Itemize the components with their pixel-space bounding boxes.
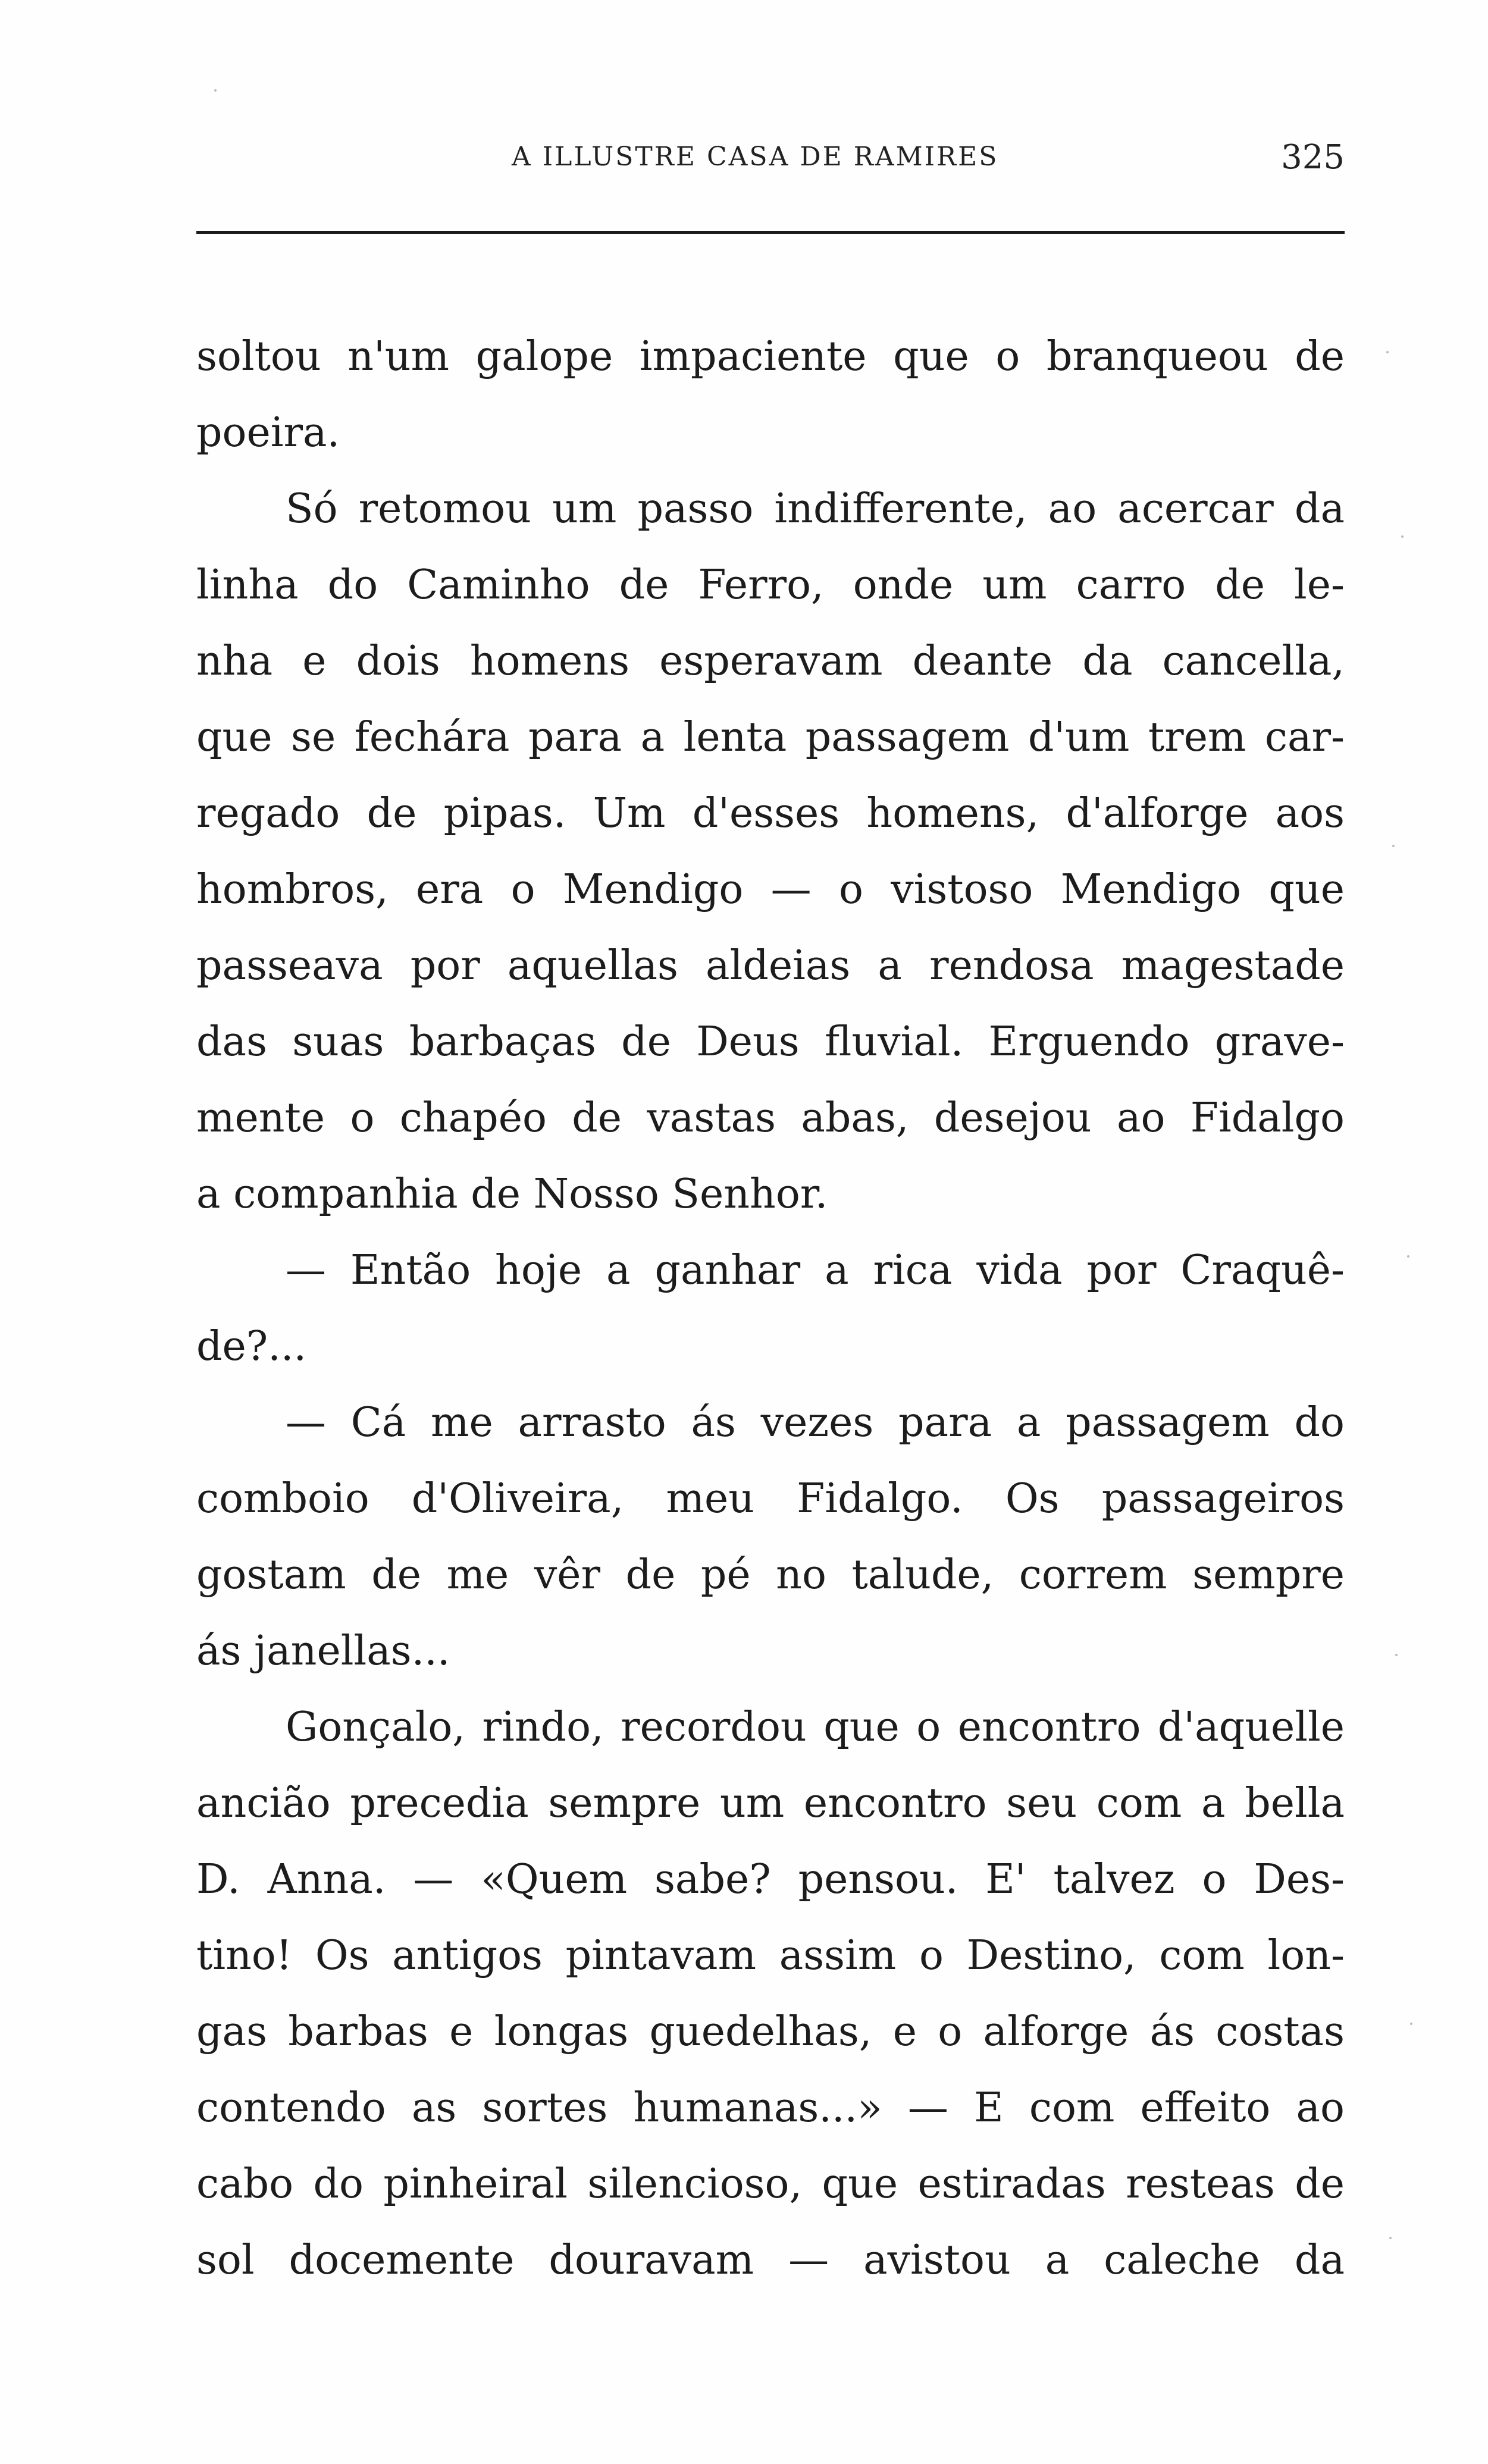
paper-speckle [214,89,217,92]
paper-speckle [1407,1255,1409,1258]
running-head [196,138,1345,189]
text-line: Só retomou um passo indifferente, ao acercar da [286,485,1345,532]
body-text [196,319,1345,2299]
text-line: — Então hoje a ganhar a rica vida por Craquê- [286,1247,1345,1294]
text-line: das suas barbaças de Deus fluvial. Erguendo grave- [196,1018,1345,1065]
text-line: regado de pipas. Um d'esses homens, d'alforge aos [196,790,1345,837]
text-line: sol docemente douravam — avistou a caleche da [196,2237,1345,2284]
text-line: cabo do pinheiral silencioso, que estiradas resteas de [196,2161,1345,2208]
text-line: de?... [196,1323,307,1370]
header-rule [196,231,1345,234]
text-line: contendo as sortes humanas...» — E com effeito ao [196,2084,1345,2131]
paper-speckle [1386,351,1389,353]
text-line: ás janellas... [196,1628,450,1675]
paper-speckle [1389,2237,1392,2239]
text-line: soltou n'um galope impaciente que o branqueou de [196,333,1345,380]
text-line: que se fechára para a lenta passagem d'um trem car- [196,714,1345,761]
running-title: A ILLUSTRE CASA DE RAMIRES [512,142,999,172]
paper-speckle [1395,1654,1398,1656]
text-line: tino! Os antigos pintavam assim o Destino, com lon- [196,1932,1345,1979]
text-line: a companhia de Nosso Senhor. [196,1171,828,1218]
text-line: poeira. [196,409,340,456]
text-line: mente o chapéo de vastas abas, desejou ao Fidalgo [196,1095,1345,1142]
text-line: hombros, era o Mendigo — o vistoso Mendigo que [196,866,1345,913]
text-line: — Cá me arrasto ás vezes para a passagem do [286,1399,1345,1446]
text-line: gas barbas e longas guedelhas, e o alforge ás costas [196,2008,1345,2055]
text-line: gostam de me vêr de pé no talude, correm sempre [196,1551,1345,1598]
paper-speckle [1401,535,1404,538]
page-number: 325 [1281,138,1345,177]
text-line: comboio d'Oliveira, meu Fidalgo. Os passageiros [196,1475,1345,1522]
text-line: nha e dois homens esperavam deante da cancella, [196,638,1345,685]
paper-speckle [1410,2023,1412,2025]
text-line: passeava por aquellas aldeias a rendosa magestade [196,942,1345,989]
text-line: linha do Caminho de Ferro, onde um carro de le- [196,562,1345,609]
text-line: Gonçalo, rindo, recordou que o encontro d'aquelle [286,1704,1345,1751]
paper-speckle [1392,845,1395,847]
text-line: D. Anna. — «Quem sabe? pensou. E' talvez o Des- [196,1856,1345,1903]
text-line: ancião precedia sempre um encontro seu com a bella [196,1780,1345,1827]
